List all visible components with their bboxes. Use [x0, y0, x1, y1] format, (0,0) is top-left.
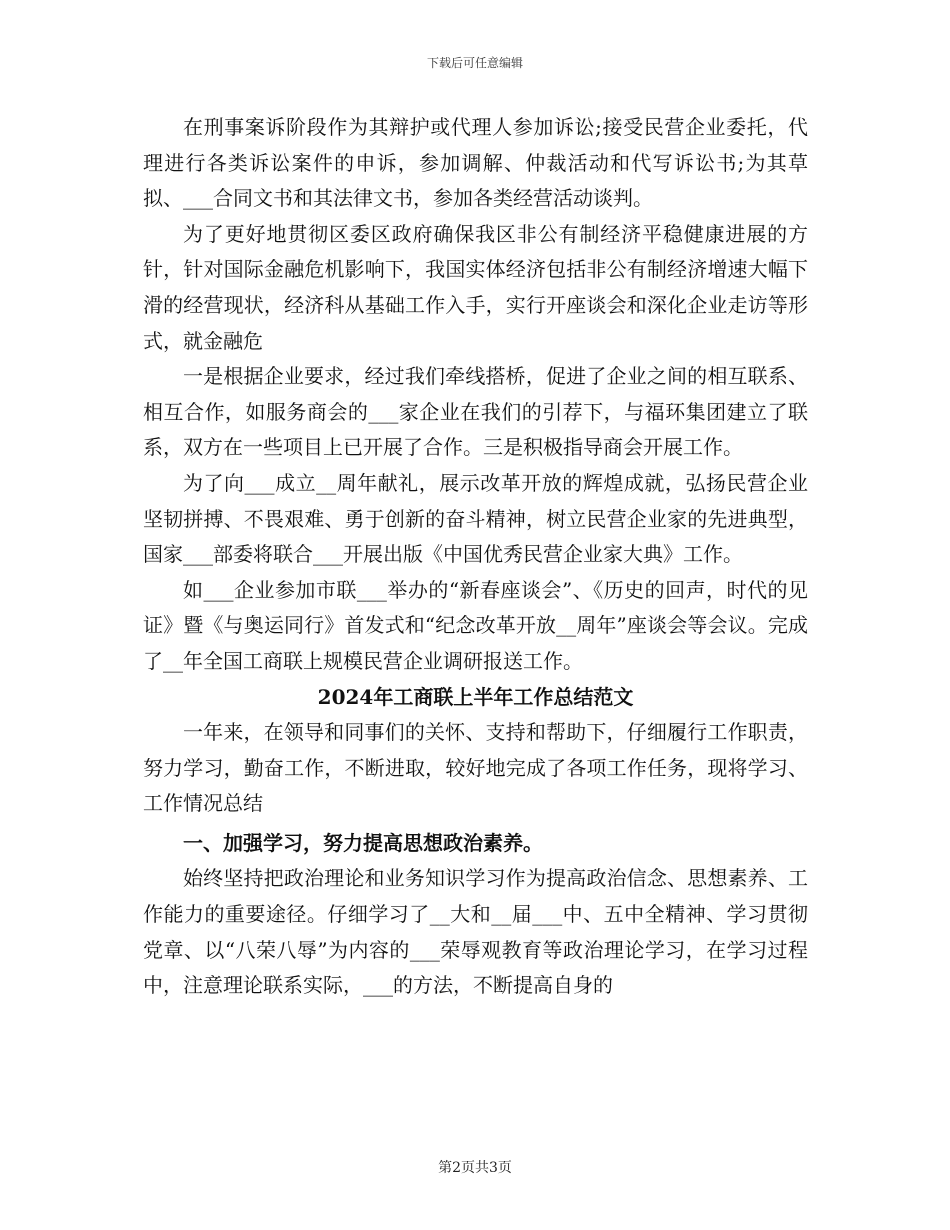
- page-number: 第2页共3页: [438, 1160, 512, 1176]
- paragraph-litigation: 在刑事案诉阶段作为其辩护或代理人参加诉讼;接受民营企业委托，代理进行各类诉讼案件的申诉，参加调解、仲裁活动和代写诉讼书;为其草拟、___合同文书和其法律文书，参加各类经营活动谈判。: [143, 115, 808, 211]
- paragraph-study: 始终坚持把政治理论和业务知识学习作为提高政治信念、思想素养、工作能力的重要途径。仔细学习了__大和__届___中、五中全精神、学习贯彻党章、以“八荣八辱”为内容的___荣辱观教育等政治理论学习，在学习过程中，注意理论联系实际，___的方法，不断提高自身的: [143, 866, 808, 998]
- paragraph-financial-crisis: 为了更好地贯彻区委区政府确保我区非公有制经济平稳健康进展的方针，针对国际金融危机影响下，我国实体经济包括非公有制经济增速大幅下滑的经营现状，经济科从基础工作入手，实行开座谈会和深化企业走访等形式，就金融危: [143, 221, 808, 353]
- document-body: [143, 110, 808, 1004]
- paragraph-enterprise-cooperation: 一是根据企业要求，经过我们牵线搭桥，促进了企业之间的相互联系、相互合作，如服务商会的___家企业在我们的引荐下，与福环集团建立了联系，双方在一些项目上已开展了合作。三是积极指导商会开展工作。: [143, 364, 808, 460]
- document-title: 2024年工商联上半年工作总结范文: [317, 684, 634, 709]
- paragraph-summary-intro: 一年来，在领导和同事们的关怀、支持和帮助下，仔细履行工作职责，努力学习，勤奋工作，不断进取，较好地完成了各项工作任务，现将学习、工作情况总结: [143, 720, 808, 816]
- section-heading-1: 一、加强学习，努力提高思想政治素养。: [183, 830, 543, 855]
- paragraph-meetings: 如___企业参加市联___举办的“新春座谈会”、《历史的回声，时代的见证》暨《与奥运同行》首发式和“纪念改革开放__周年”座谈会等会议。完成了__年全国工商联上规模民营企业调研报送工作。: [143, 577, 808, 673]
- paragraph-anniversary: 为了向___成立__周年献礼，展示改革开放的辉煌成就，弘扬民营企业坚韧拼搏、不畏艰难、勇于创新的奋斗精神，树立民营企业家的先进典型，国家___部委将联合___开展出版《中国优秀民营企业家大典》工作。: [143, 470, 808, 567]
- page-header-note: 下载后可任意编辑: [426, 56, 523, 70]
